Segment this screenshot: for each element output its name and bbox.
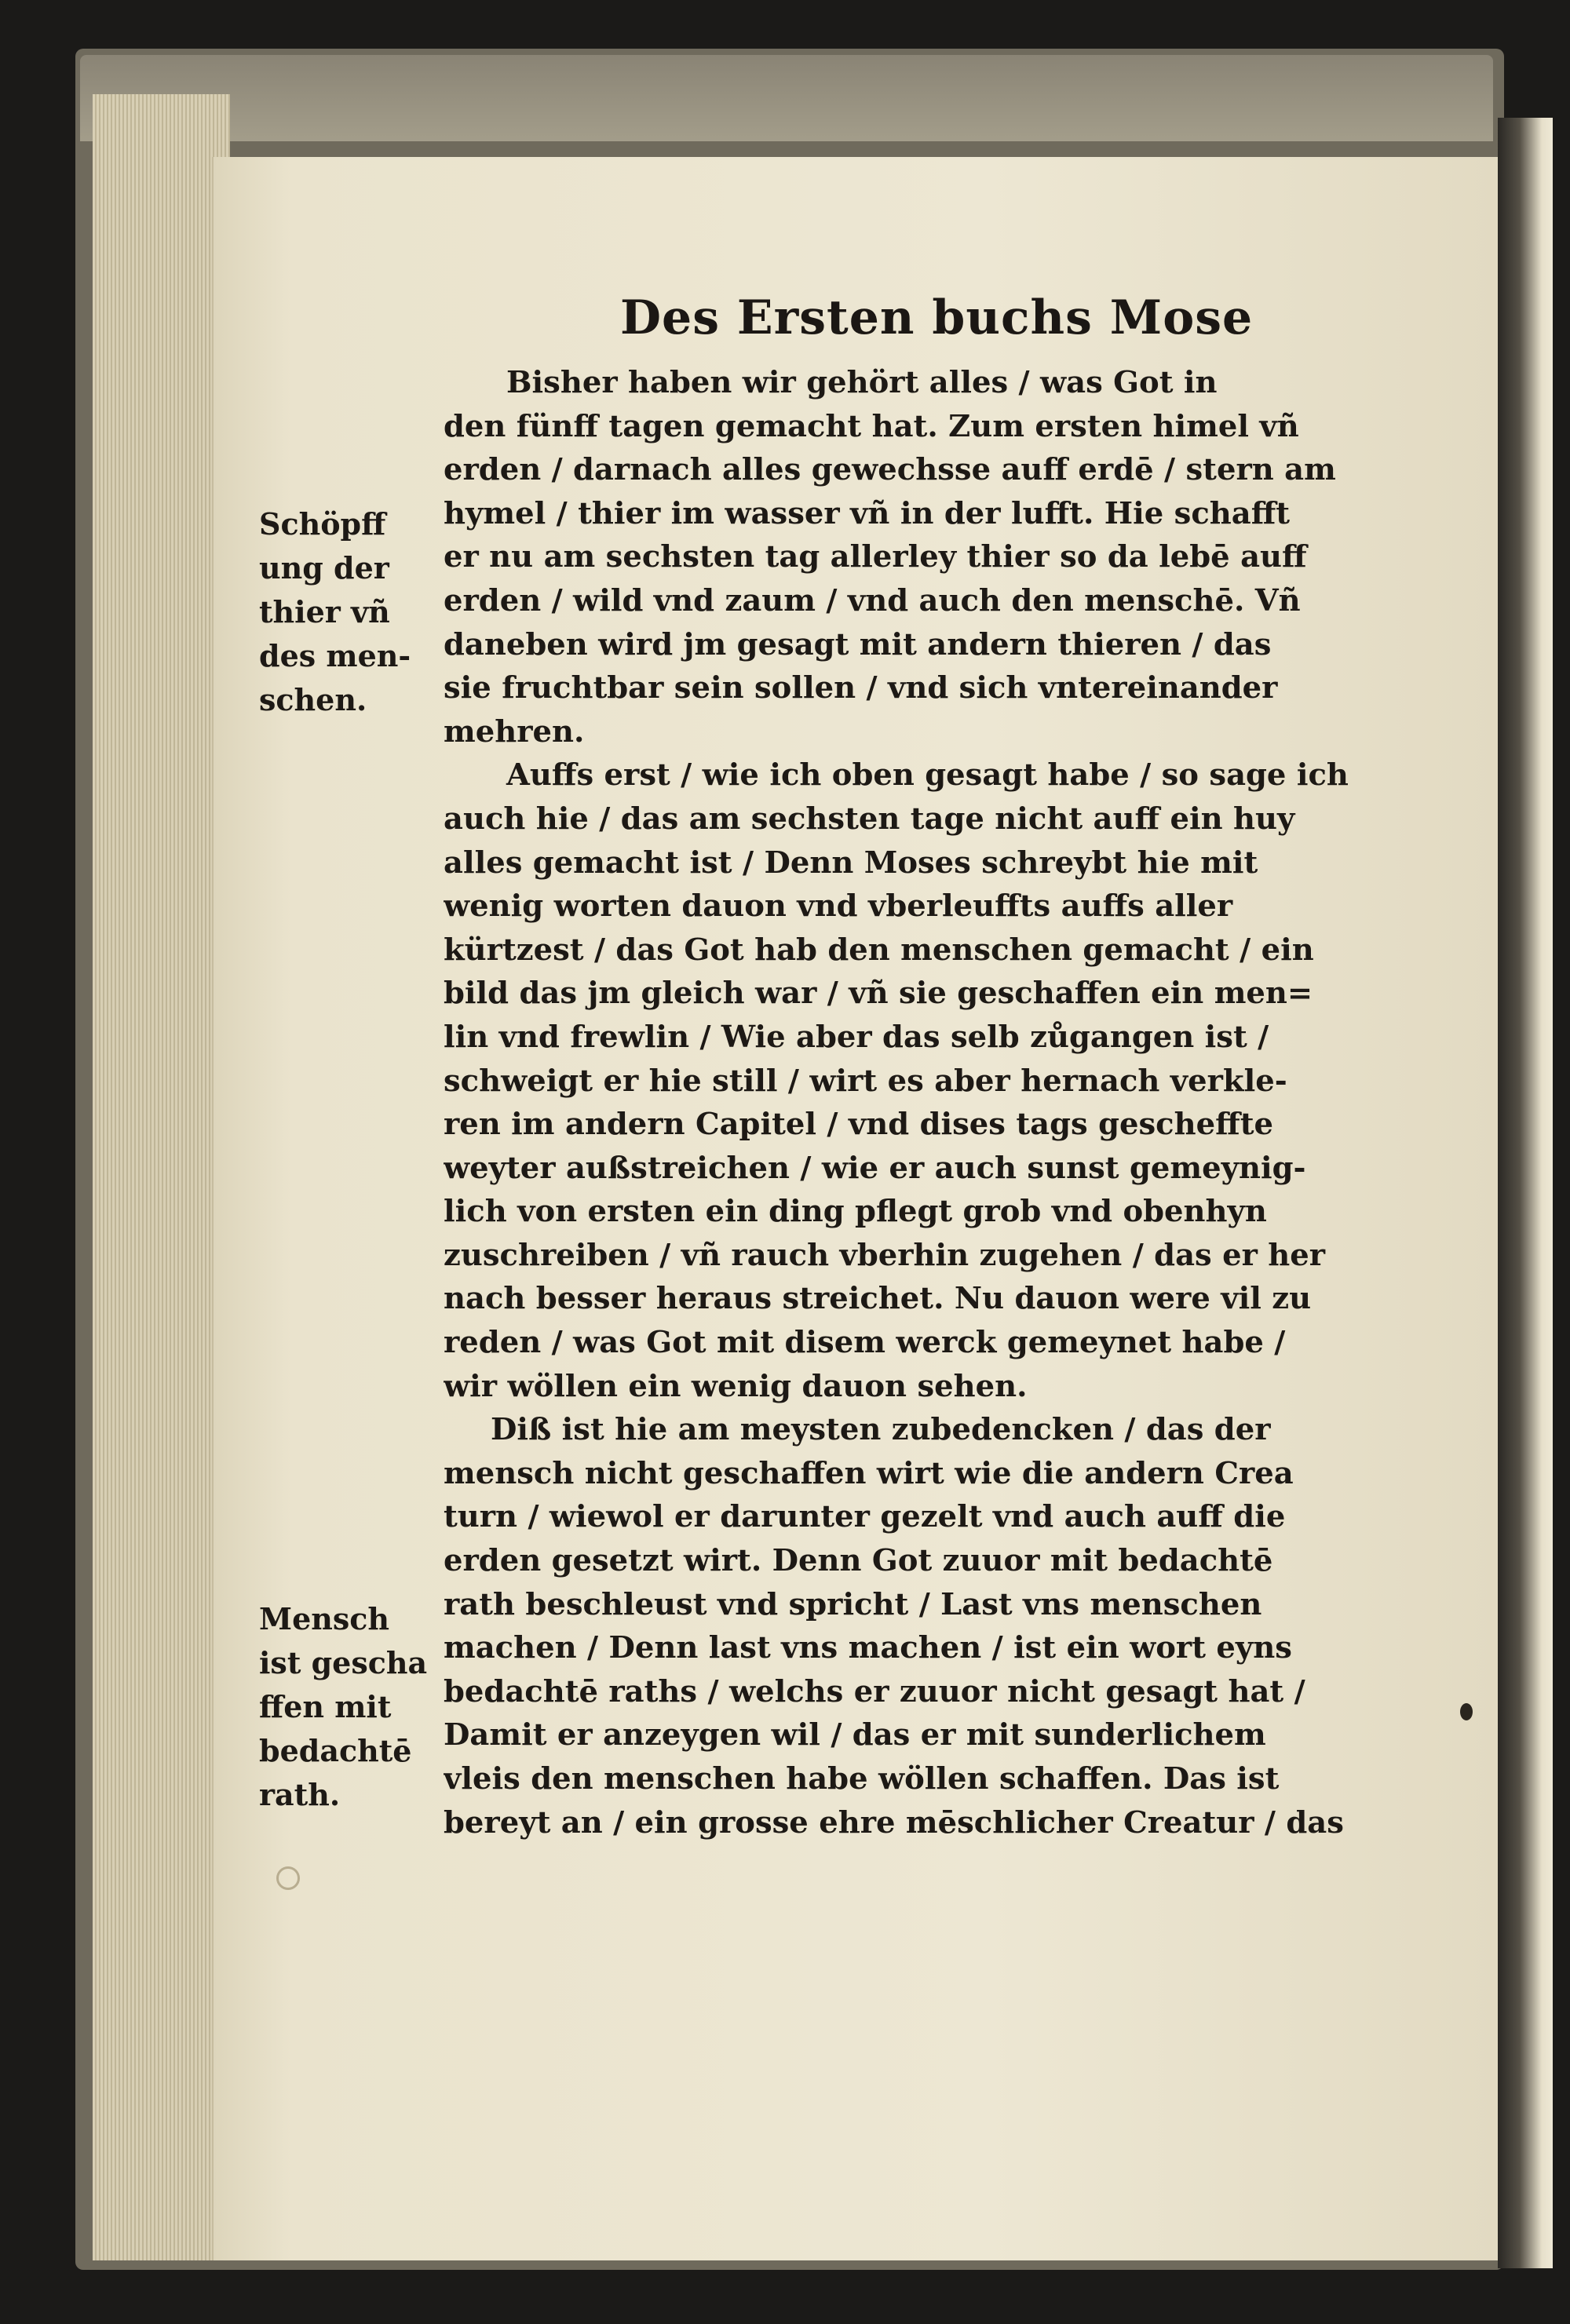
- margin-note-line: schen.: [259, 682, 367, 717]
- text-line: erden / darnach alles gewechsse auff erdē / stern am: [444, 452, 1336, 488]
- margin-note-line: rath.: [259, 1777, 341, 1812]
- text-line: vleis den menschen habe wöllen schaffen. Das ist: [444, 1761, 1280, 1797]
- text-line: Bisher haben wir gehört alles / was Got in: [506, 365, 1218, 400]
- body-text: [444, 361, 1370, 1844]
- text-line: lich von ersten ein ding pflegt grob vnd obenhyn: [444, 1194, 1267, 1230]
- margin-note-line: bedachtē: [259, 1733, 412, 1768]
- ink-stain: [1460, 1703, 1473, 1720]
- margin-note-line: thier vñ: [259, 594, 390, 629]
- text-line: Diß ist hie am meysten zubedencken / das der: [491, 1412, 1271, 1448]
- text-line: nach besser heraus streichet. Nu dauon were vil zu: [444, 1281, 1312, 1317]
- text-line: sie fruchtbar sein sollen / vnd sich vntereinander: [444, 670, 1278, 706]
- margin-note-line: Schöpff: [259, 506, 386, 542]
- paper-hole-mark: [276, 1866, 300, 1890]
- text-line: hymel / thier im wasser vñ in der lufft. Hie schafft: [444, 495, 1291, 531]
- text-line: wir wöllen ein wenig dauon sehen.: [444, 1368, 1028, 1404]
- text-line: rath beschleust vnd spricht / Last vns menschen: [444, 1586, 1262, 1622]
- text-line: zuschreiben / vñ rauch vberhin zugehen / das er her: [444, 1237, 1326, 1273]
- margin-note: [259, 502, 447, 722]
- margin-note-line: des men-: [259, 638, 411, 673]
- text-line: turn / wiewol er darunter gezelt vnd auch auff die: [444, 1499, 1286, 1535]
- margin-note-line: ung der: [259, 550, 389, 586]
- text-line: bedachtē raths / welchs er zuuor nicht gesagt hat /: [444, 1673, 1305, 1709]
- text-line: weyter außstreichen / wie er auch sunst gemeynig-: [444, 1150, 1306, 1186]
- cover-top-edge: [80, 55, 1493, 141]
- text-line: mensch nicht geschaffen wirt wie die andern Crea: [444, 1455, 1294, 1491]
- text-line: kürtzest / das Got hab den menschen gemacht / ein: [444, 932, 1314, 968]
- text-line: erden / wild vnd zaum / vnd auch den menschē. Vñ: [444, 582, 1301, 618]
- text-line: erden gesetzt wirt. Denn Got zuuor mit bedachtē: [444, 1543, 1273, 1579]
- text-line: wenig worten dauon vnd vberleuffts auffs aller: [444, 888, 1233, 925]
- margin-note-line: Mensch: [259, 1601, 390, 1636]
- text-line: bereyt an / ein grosse ehre mēschlicher Creatur / das: [444, 1804, 1344, 1841]
- margin-note: [259, 1597, 447, 1817]
- text-line: machen / Denn last vns machen / ist ein wort eyns: [444, 1630, 1292, 1666]
- margin-note-line: ffen mit: [259, 1689, 392, 1724]
- text-line: reden / was Got mit disem werck gemeynet habe /: [444, 1325, 1286, 1361]
- text-line: alles gemacht ist / Denn Moses schreybt hie mit: [444, 845, 1258, 881]
- text-line: schweigt er hie still / wirt es aber hernach verkle-: [444, 1063, 1287, 1099]
- text-line: bild das jm gleich war / vñ sie geschaffen ein men=: [444, 976, 1313, 1012]
- margin-note-line: ist gescha: [259, 1645, 428, 1680]
- text-line: lin vnd frewlin / Wie aber das selb zůgangen ist /: [444, 1019, 1269, 1055]
- text-line: er nu am sechsten tag allerley thier so da lebē auff: [444, 539, 1307, 575]
- text-line: mehren.: [444, 713, 585, 750]
- text-line: daneben wird jm gesagt mit andern thieren / das: [444, 626, 1272, 662]
- page-stack-edge: [93, 94, 230, 2260]
- page-title: Des Ersten buchs Mose: [620, 290, 1254, 345]
- text-line: Damit er anzeygen wil / das er mit sunderlichem: [444, 1717, 1266, 1753]
- binding-gutter: [1498, 118, 1553, 2268]
- text-line: Auffs erst / wie ich oben gesagt habe / so sage ich: [506, 757, 1349, 794]
- text-line: den fünff tagen gemacht hat. Zum ersten himel vñ: [444, 408, 1299, 444]
- text-line: auch hie / das am sechsten tage nicht auff ein huy: [444, 801, 1295, 837]
- text-line: ren im andern Capitel / vnd dises tags gescheffte: [444, 1107, 1273, 1143]
